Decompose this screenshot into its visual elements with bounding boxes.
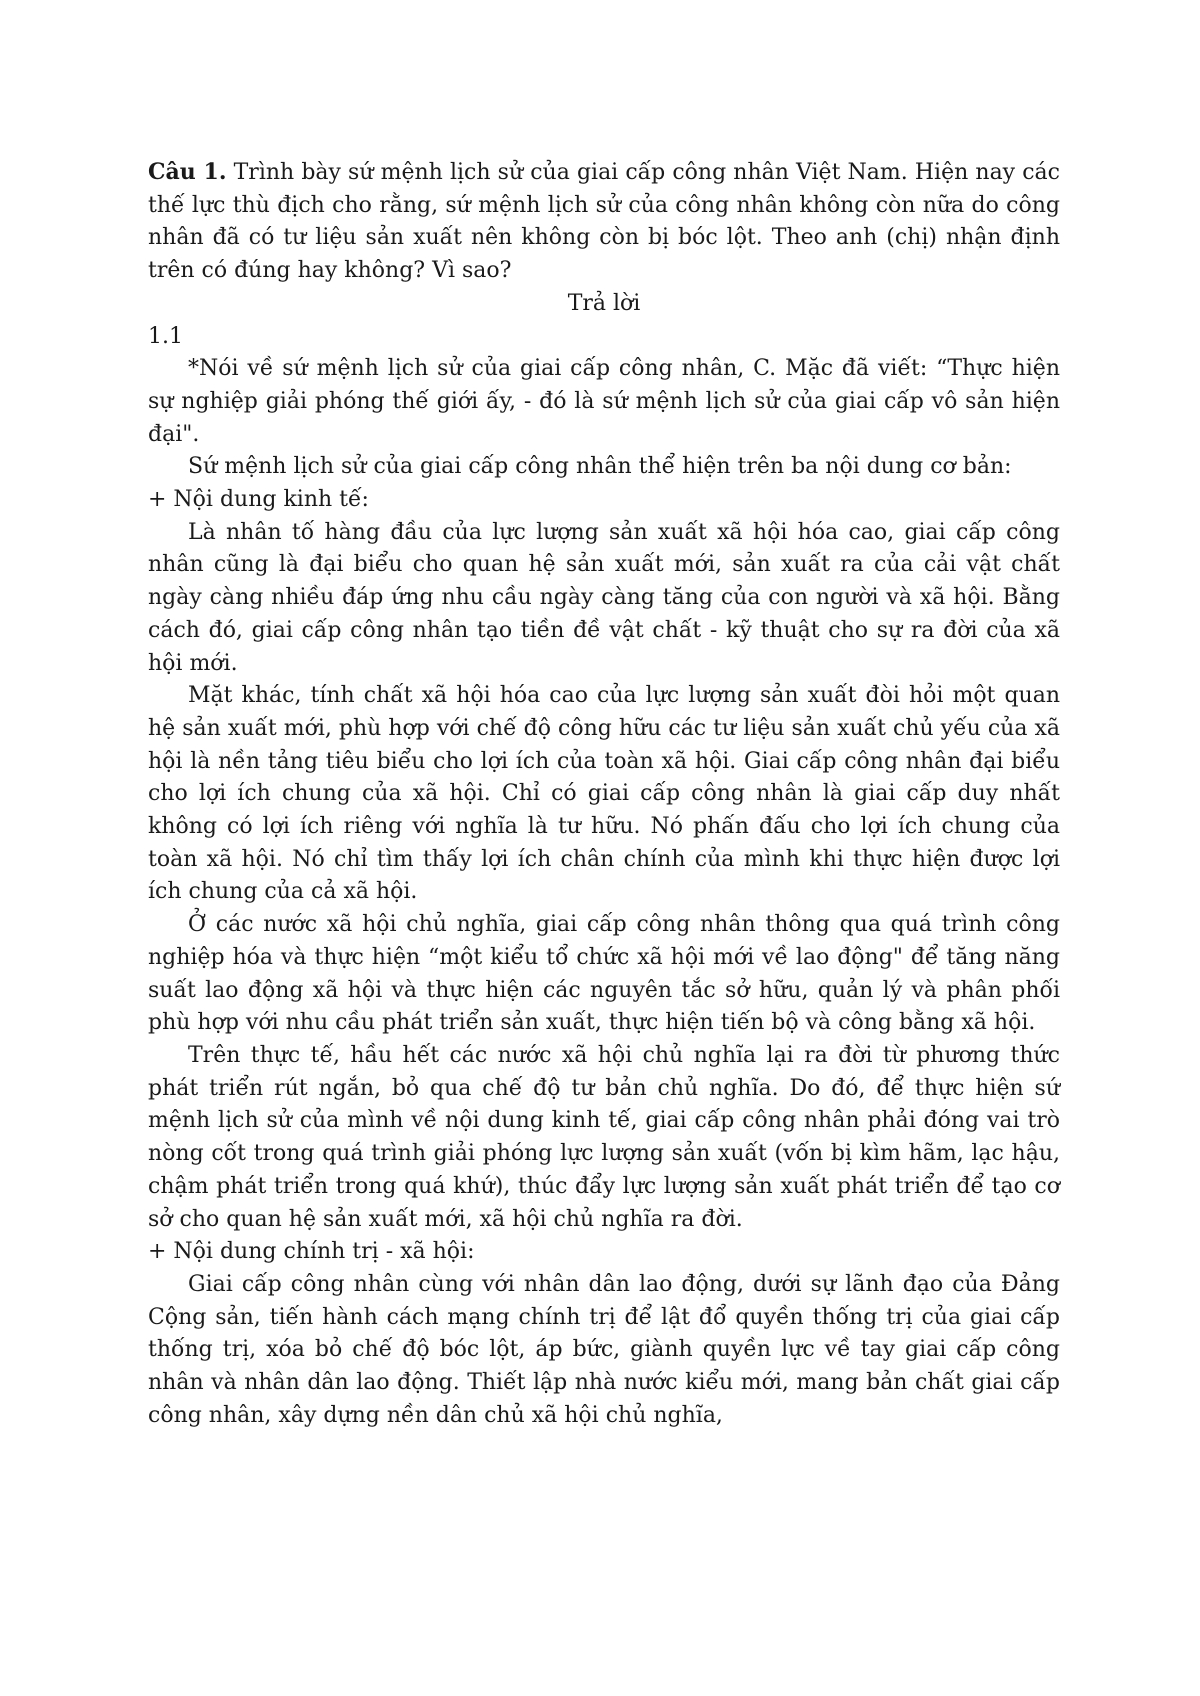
paragraph-quote: *Nói về sứ mệnh lịch sử của giai cấp công nhân, C. Mặc đã viết: “Thực hiện sự nghiệp giải phóng thế giới ấy, - đó là sứ mệnh lịch sử của giai cấp vô sản hiện đại". [148,356,1060,447]
section-number: 1.1 [148,323,183,349]
paragraph-political-1: Giai cấp công nhân cùng với nhân dân lao động, dưới sự lãnh đạo của Đảng Cộng sản, tiến hành cách mạng chính trị để lật đổ quyền thống trị của giai cấp thống trị, xóa bỏ chế độ bóc lột, áp bức, giành quyền lực về tay giai cấp công nhân và nhân dân lao động. Thiết lập nhà nước kiểu mới, mang bản chất giai cấp công nhân, xây dựng nền dân chủ xã hội chủ nghĩa, [148,1271,1060,1428]
question-paragraph [148,156,1060,288]
question-label: Câu 1. [148,159,227,185]
document-page [148,156,1060,1432]
paragraph-economic-1: Là nhân tố hàng đầu của lực lượng sản xuất xã hội hóa cao, giai cấp công nhân cũng là đại biểu cho quan hệ sản xuất mới, sản xuất ra của cải vật chất ngày càng nhiều đáp ứng nhu cầu ngày càng tăng của con người và xã hội. Bằng cách đó, giai cấp công nhân tạo tiền đề vật chất - kỹ thuật cho sự ra đời của xã hội mới. [148,519,1060,676]
paragraph-economic-4: Trên thực tế, hầu hết các nước xã hội chủ nghĩa lại ra đời từ phương thức phát triển rút ngắn, bỏ qua chế độ tư bản chủ nghĩa. Do đó, để thực hiện sứ mệnh lịch sử của mình về nội dung kinh tế, giai cấp công nhân phải đóng vai trò nòng cốt trong quá trình giải phóng lực lượng sản xuất (vốn bị kìm hãm, lạc hậu, chậm phát triển trong quá khứ), thúc đẩy lực lượng sản xuất phát triển để tạo cơ sở cho quan hệ sản xuất mới, xã hội chủ nghĩa ra đời. [148,1042,1060,1232]
paragraph-economic-2: Mặt khác, tính chất xã hội hóa cao của lực lượng sản xuất đòi hỏi một quan hệ sản xuất mới, phù hợp với chế độ công hữu các tư liệu sản xuất chủ yếu của xã hội là nền tảng tiêu biểu cho lợi ích của toàn xã hội. Giai cấp công nhân đại biểu cho lợi ích chung của xã hội. Chỉ có giai cấp công nhân là giai cấp duy nhất không có lợi ích riêng với nghĩa là tư hữu. Nó phấn đấu cho lợi ích chung của toàn xã hội. Nó chỉ tìm thấy lợi ích chân chính của mình khi thực hiện được lợi ích chung của cả xã hội. [148,683,1060,905]
subheading-economic: + Nội dung kinh tế: [148,487,369,513]
question-text: Trình bày sứ mệnh lịch sử của giai cấp công nhân Việt Nam. Hiện nay các thế lực thù địch cho rằng, sứ mệnh lịch sử của công nhân không còn nữa do công nhân đã có tư liệu sản xuất nên không còn bị bóc lột. Theo anh (chị) nhận định trên có đúng hay không? Vì sao? [148,160,1060,284]
subheading-political: + Nội dung chính trị - xã hội: [148,1239,475,1265]
paragraph-economic-3: Ở các nước xã hội chủ nghĩa, giai cấp công nhân thông qua quá trình công nghiệp hóa và thực hiện “một kiểu tổ chức xã hội mới về lao động" để tăng năng suất lao động xã hội và thực hiện các nguyên tắc sở hữu, quản lý và phân phối phù hợp với nhu cầu phát triển sản xuất, thực hiện tiến bộ và công bằng xã hội. [148,912,1060,1036]
answer-heading: Trả lời [567,290,641,316]
paragraph-intro: Sứ mệnh lịch sử của giai cấp công nhân thể hiện trên ba nội dung cơ bản: [188,454,1012,480]
